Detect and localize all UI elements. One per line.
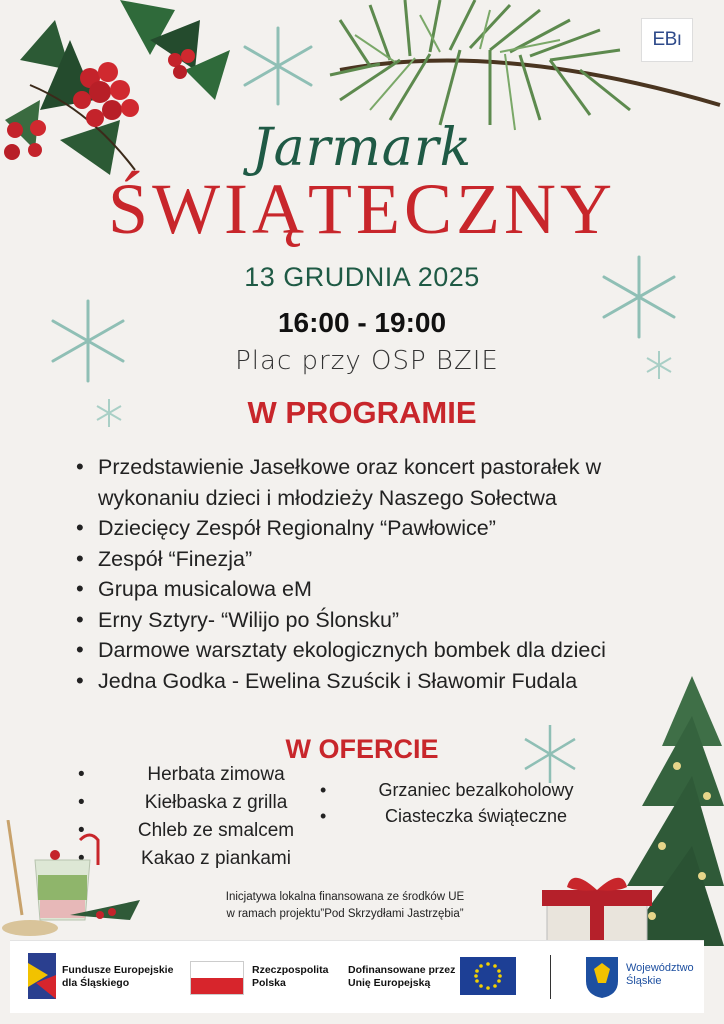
ws-logo-line1: Województwo [626, 962, 694, 974]
fe-logo-line1: Fundusze Europejskie [62, 964, 174, 976]
eu-flag-icon [460, 957, 516, 995]
funding-note-line1: Inicjatywa lokalna finansowana ze środków UE [225, 891, 465, 903]
list-item: • Erny Sztyry- “Wilijo po Ślonsku” [74, 605, 674, 636]
funding-note [0, 889, 690, 923]
offer-heading: W OFERCIE [285, 734, 439, 764]
ue-logo-line1: Dofinansowane przez [348, 964, 456, 976]
list-item: • Kakao z piankami [76, 846, 336, 874]
program-heading: W PROGRAMIE [247, 395, 477, 430]
list-item: • Grzaniec bezalkoholowy [316, 777, 616, 803]
event-place: Plac przy OSP BZIE [235, 346, 499, 376]
fe-logo-text [62, 964, 173, 990]
title-script: Jarmark [251, 118, 473, 178]
event-time: 16:00 - 19:00 [277, 307, 447, 338]
eb-logo [641, 18, 693, 62]
logo-divider [550, 955, 551, 999]
poland-flag-icon [190, 961, 244, 995]
list-item: • Chleb ze smalcem [76, 818, 336, 846]
list-item: • Zespół “Finezja” [74, 544, 674, 575]
program-list [74, 452, 674, 696]
funding-logos-bar [10, 940, 704, 1013]
rp-logo-line1: Rzeczpospolita [252, 964, 329, 976]
fe-logo-line2: dla Śląskiego [62, 977, 130, 989]
list-item: • Herbata zimowa [76, 762, 336, 790]
ue-logo-line2: Unię Europejską [348, 977, 431, 989]
offer-list-right [316, 777, 616, 829]
funding-note-line2: w ramach projektu”Pod Skrzydłami Jastrzębia” [226, 908, 464, 920]
list-item: • Kiełbaska z grilla [76, 790, 336, 818]
list-item: • Ciasteczka świąteczne [316, 803, 616, 829]
silesia-coat-of-arms-icon [584, 955, 620, 999]
list-item: • Jedna Godka - Ewelina Szuścik i Sławomir Fudala [74, 666, 674, 697]
rp-logo-line2: Polska [252, 977, 286, 989]
title-main: ŚWIĄTECZNY [108, 169, 616, 249]
event-date: 13 GRUDNIA 2025 [244, 262, 480, 292]
ws-logo-text [626, 962, 694, 988]
list-item: • Darmowe warsztaty ekologicznych bombek dla dzieci [74, 635, 674, 666]
list-item: • Przedstawienie Jasełkowe oraz koncert pastorałek w wykonaniu dzieci i młodzieży Naszego Sołectwa [74, 452, 674, 513]
rp-logo-text [252, 964, 328, 990]
list-item: • Grupa musicalowa eM [74, 574, 674, 605]
snowflake-icon [236, 24, 320, 108]
list-item: • Dziecięcy Zespół Regionalny “Pawłowice” [74, 513, 674, 544]
fe-logo-icon [28, 953, 56, 999]
ws-logo-line2: Śląskie [626, 975, 662, 987]
eb-logo-text: EBı [652, 29, 682, 50]
ue-logo-text [348, 964, 455, 990]
